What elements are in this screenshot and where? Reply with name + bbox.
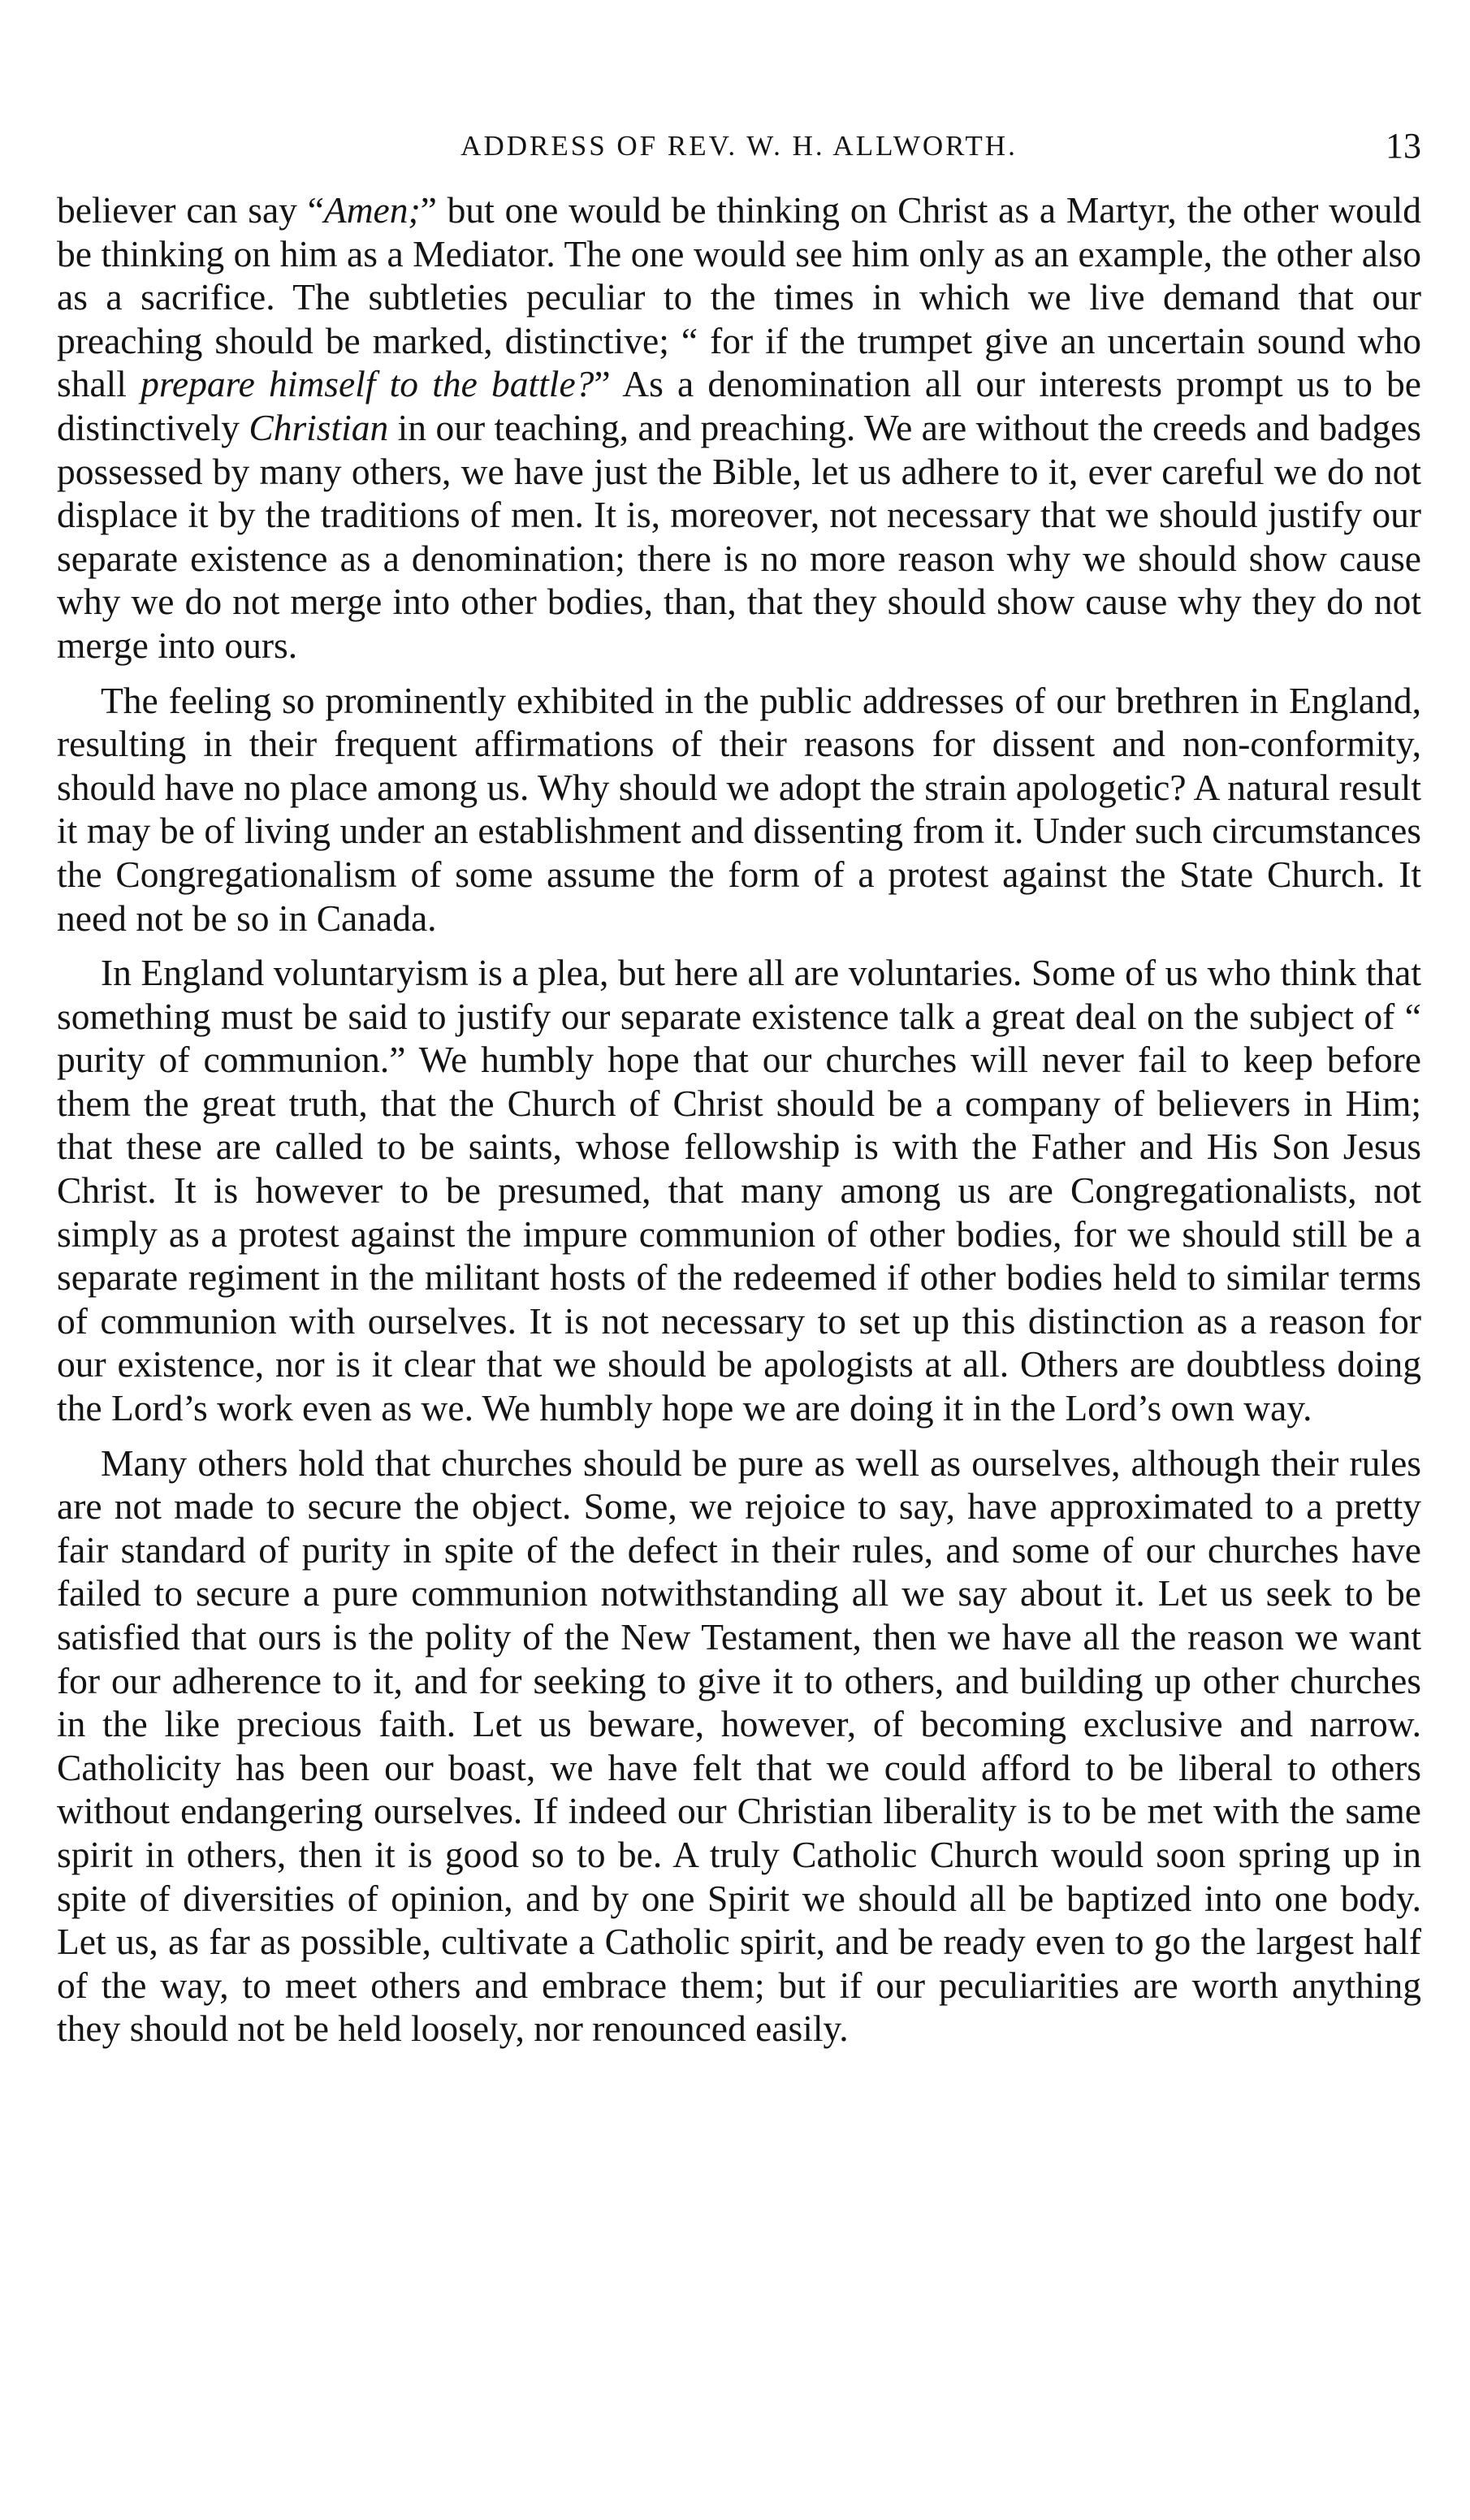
running-title: ADDRESS OF REV. W. H. ALLWORTH.: [460, 130, 1018, 162]
running-head: [57, 122, 1421, 171]
paragraph-1-text-d: in our teaching, and preaching. We are without the creeds and badges possessed by many others, we have just the Bible, let us adhere to it, ever careful we do not displace it by the traditions of men. It is, moreover, not necessary that we should justify our separate existence as a denomination; there is no more reason why we should show cause why we do not merge into other bodies, than, that they should show cause why they do not merge into ours.: [57, 406, 1421, 666]
paragraph-1-text-a: believer can say “: [57, 189, 324, 231]
page-body: [57, 188, 1421, 2062]
paragraph-3: In England voluntaryism is a plea, but here all are voluntaries. Some of us who think that something must be said to justify our separate existence talk a great deal on the subject of “ purity of communion.” We humbly hope that our churches will never fail to keep before them the great truth, that the Church of Christ should be a company of believers in Him; that these are called to be saints, whose fellowship is with the Father and His Son Jesus Christ. It is however to be presumed, that many among us are Congregationalists, not simply as a protest against the impure communion of other bodies, for we should still be a separate regiment in the militant hosts of the redeemed if other bodies held to similar terms of communion with ourselves. It is not necessary to set up this distinction as a reason for our existence, nor is it clear that we should be apologists at all. Others are doubtless doing the Lord’s work even as we. We humbly hope we are doing it in the Lord’s own way.: [57, 952, 1421, 1429]
paragraph-1-text-c: ” As a denomination all our interests prompt us to be distinctively: [57, 363, 1421, 448]
page-number: 13: [1386, 126, 1421, 166]
christian-italic: Christian: [249, 406, 389, 448]
paragraph-2: The feeling so prominently exhibited in the public addresses of our brethren in England, resulting in their frequent affirmations of their reasons for dissent and non-conformity, should have no place among us. Why should we adopt the strain apologetic? A natural result it may be of living under an establishment and dissenting from it. Under such circumstances the Congregationalism of some assume the form of a protest against the State Church. It need not be so in Canada.: [57, 679, 1421, 939]
prepare-battle-italic: prepare himself to the battle?: [141, 363, 594, 405]
amen-italic: Amen;: [323, 189, 421, 231]
paragraph-1: [57, 188, 1421, 668]
paragraph-4: Many others hold that churches should be pure as well as ourselves, although their rules are not made to secure the object. Some, we rejoice to say, have approximated to a pretty fair standard of purity in spite of the defect in their rules, and some of our churches have failed to secure a pure communion notwithstanding all we say about it. Let us seek to be satisfied that ours is the polity of the New Testament, then we have all the reason we want for our adherence to it, and for seeking to give it to others, and building up other churches in the like precious faith. Let us beware, however, of becoming exclusive and narrow. Catholicity has been our boast, we have felt that we could afford to be liberal to others without endangering ourselves. If indeed our Christian liberality is to be met with the same spirit in others, then it is good so to be. A truly Catholic Church would soon spring up in spite of diversities of opinion, and by one Spirit we should all be baptized into one body. Let us, as far as possible, cultivate a Catholic spirit, and be ready even to go the largest half of the way, to meet others and embrace them; but if our peculiarities are worth anything they should not be held loosely, nor renounced easily.: [57, 1442, 1421, 2050]
paragraph-1-text-b: ” but one would be thinking on Christ as a Martyr, the other would be thinking on him as a Mediator. The one would see him only as an example, the other also as a sacrifice. The subtleties peculiar to the times in which we live demand that our preaching should be marked, distinctive; “ for if the trumpet give an uncertain sound who shall: [57, 189, 1421, 405]
